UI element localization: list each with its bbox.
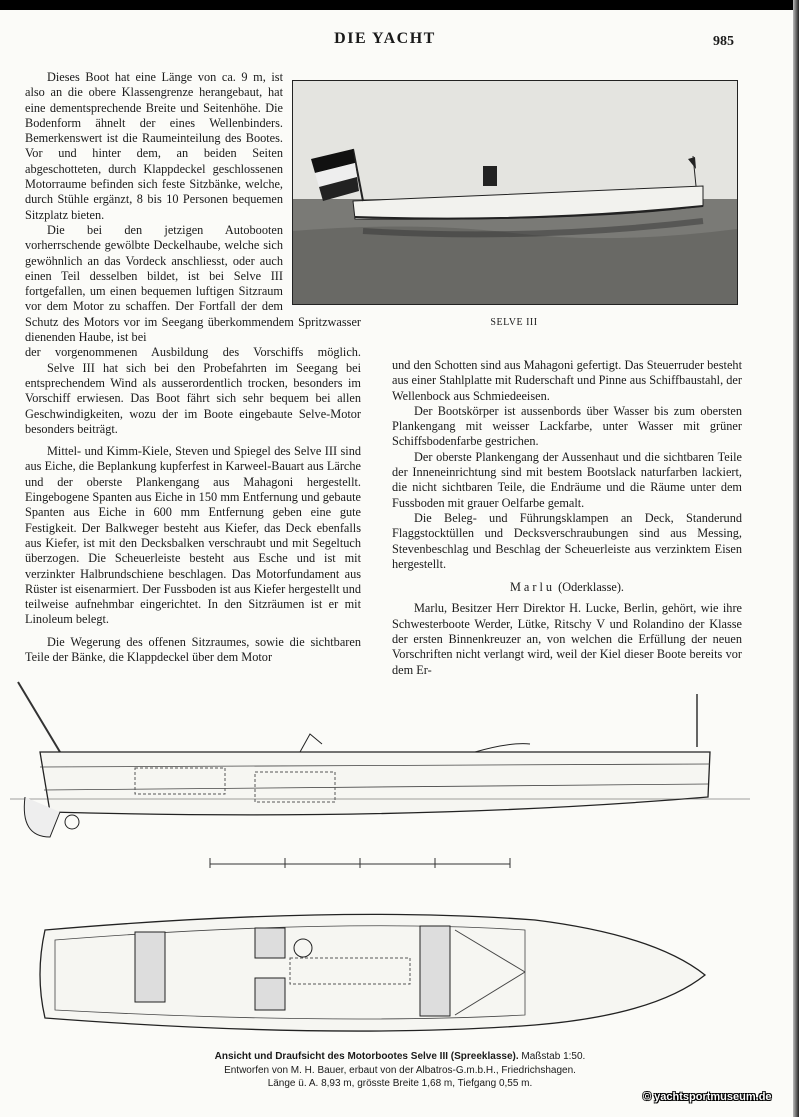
watermark: © yachtsportmuseum.de <box>643 1091 772 1103</box>
journal-title: DIE YACHT <box>334 30 436 47</box>
scan-border-right <box>793 0 799 1117</box>
page-number: 985 <box>713 34 734 49</box>
boat-plan-view-drawing <box>35 900 715 1040</box>
boat-photo <box>292 80 738 305</box>
paragraph: Mittel- und Kimm-Kiele, Steven und Spiegel des Selve III sind aus Eiche, die Beplankung kupferfest in Karweel-Bauart aus Lärche und der oberste Plankengang aus Mahagoni hergestellt. Eingebogene Spanten aus Eiche in 150 mm Entfernung und gebaute Spanten aus Eiche in 600 mm Entfernung geben eine gute Festigkeit. Der Balkweger besteht aus Kiefer, das Deck ebenfalls aus Kiefer, ist mit den Decksbalken verschraubt und mit Segeltuch überzogen. Die Scheuerleiste besteht aus Esche und ist mit verzinkter Halbrundschiene beschlagen. Das Motorfundament aus Rüster ist eisenarmiert. Der Fussboden ist aus Kiefer hergestellt und teilweise aufnehmbar eingerichtet. In den Sitzräumen ist er mit Linoleum belegt. <box>25 444 361 627</box>
drawing-caption: Ansicht und Draufsicht des Motorbootes Selve III (Spreeklasse). Maßstab 1:50. Entworfen von M. H. Bauer, erbaut von der Albatros-G.m.b.H., Friedrichshagen. Länge ü. A. 8,93 m, grösste Breite 1,68 m, Tiefgang 0,55 m. <box>214 1051 586 1089</box>
boat-photo-image <box>293 81 737 304</box>
paragraph: Die Beleg- und Führungsklampen an Deck, Standerund Flaggstocktüllen und Decksverschraubungen sind aus Messing, Stevenbeschlag und Beschlag der Scheuerleiste aus verzinktem Eisen hergestellt. <box>392 510 742 571</box>
right-column <box>392 358 742 678</box>
paragraph: Marlu, Besitzer Herr Direktor H. Lucke, Berlin, gehört, wie ihre Schwesterboote Werder, Lütke, Ritschy V und Rolandino der Klasse der ersten Binnenkreuzer an, von welchen die Erfüllung der neuen Vorschriften nicht verlangt wird, weil der Kiel dieser Boote bereits vor dem Er- <box>392 601 742 677</box>
section-heading: Marlu (Oderklasse). <box>509 580 625 595</box>
paragraph: Dieses Boot hat eine Länge von ca. 9 m, ist also an die obere Klassengrenze herangebaut, hat eine dementsprechende Breite und Seitenhöhe. Die Bodenform ähnelt der eines Wellenbinders. Bemerkenswert ist die Raumeinteilung des Bootes. Vor und hinter dem, an beiden Seiten abgeschotteten, durch Klappdeckel geschlossenen Motorraume befinden sich feste Sitzbänke, welche, durch Stühle ergänzt, 8 bis 10 Personen bequemen Sitzplatz bieten. <box>25 70 283 222</box>
paragraph: Die bei den jetzigen Autobooten vorherrschende gewölbte Deckelhaube, welche sich gewöhnlich an das Vordeck anschliesst, oder auch einen Teil desselben bildet, ist bei Selve III fortgefallen, um einen bequemen luftigen Sitzraum vor dem Motor zu schaffen. Der Fortfall der dem Schutz des Motors vor im Seegang überkommendem Spritzwasser dienenden Haube, ist bei <box>25 222 361 345</box>
paragraph: und den Schotten sind aus Mahagoni gefertigt. Das Steuerruder besteht aus einer Stahlplatte mit Ruderschaft und Pinne aus Schiffbaustahl, der Wellenbock aus Schmiedeeisen. <box>392 358 742 403</box>
paragraph: Der oberste Plankengang der Aussenhaut und die sichtbaren Teile der Inneneinrichtung sind mit bestem Bootslack naturfarben lackiert, die nicht sichtbaren Teile, die Endräume und die Räume unter dem Fussboden mit grauer Oelfarbe gemalt. <box>392 449 742 510</box>
paragraph: der vorgenommenen Ausbildung des Vorschiffs möglich. <box>25 345 361 360</box>
scan-border-top <box>0 0 799 10</box>
paragraph: Der Bootskörper ist aussenbords über Wasser bis zum obersten Plankengang mit weisser Lackfarbe, unter Wasser mit grüner Schiffsbodenfarbe gestrichen. <box>392 403 742 449</box>
photo-caption: SELVE III <box>490 317 538 328</box>
paragraph: Die Wegerung des offenen Sitzraumes, sowie die sichtbaren Teile der Bänke, die Klappdeckel über dem Motor <box>25 634 361 664</box>
boat-side-view-drawing <box>10 680 755 880</box>
paragraph: Selve III hat sich bei den Probefahrten im Seegang bei entsprechendem Wind als ausserordentlich trocken, besonders im Vorschiff erwiesen. Das Boot fährt sich sehr bequem bei allen Geschwindigkeiten, wozu der im Boote eingebaute Selve-Motor besonders beiträgt. <box>25 360 361 436</box>
